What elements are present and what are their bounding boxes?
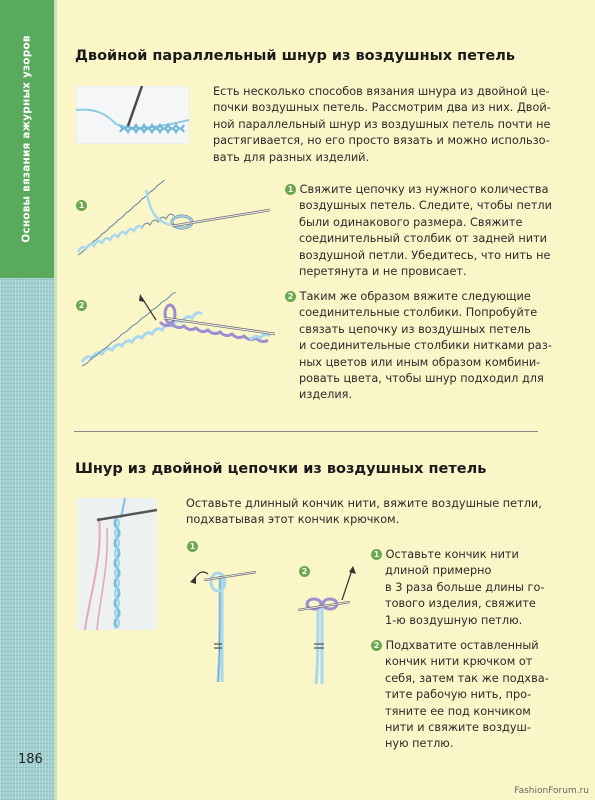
step2-line: ровать цвета, чтобы шнур подходил для — [299, 372, 544, 386]
step2-line: соединительные столбики. Попробуйте — [299, 306, 538, 320]
step2-line: Таким же образом вяжите следующие — [299, 290, 531, 303]
step4-line: тите рабочую нить, про- — [385, 688, 532, 702]
intro1-line: вать для разных изделий. — [213, 150, 370, 164]
step2-line: ных цветов или иным образом комбини- — [299, 355, 541, 369]
step3-line: тового изделия, свяжите — [385, 597, 536, 611]
section2-step1 — [371, 547, 544, 629]
intro2-line: Оставьте длинный кончик нити, вяжите воздушные петли, — [186, 497, 542, 510]
step1-line: были одинакового размера. Свяжите — [299, 215, 523, 229]
intro1-line: растягивается, но его просто вязать и можно использо- — [213, 134, 550, 148]
step-marker: 1 — [371, 549, 382, 560]
step-marker: 2 — [371, 640, 382, 651]
diagram-step1 — [70, 180, 275, 260]
intro1-line: почки воздушных петель. Рассмотрим два из них. Двой- — [213, 101, 551, 115]
intro1-line: ной параллельный шнур из воздушных петель почти не — [213, 117, 551, 131]
diagram2-marker: 2 — [76, 300, 87, 311]
sidebar-label-container — [0, 0, 54, 278]
step2-line: и соединительные столбики нитками раз- — [299, 339, 552, 353]
intro1-line: Есть несколько способов вязания шнура из двойной це- — [213, 85, 550, 98]
step1-line: воздушной петли. Убедитесь, что нить не — [299, 248, 551, 262]
sidebar-edge — [54, 0, 57, 800]
step4-line: нити и свяжите воздуш- — [385, 721, 531, 735]
step4-line: ную петлю. — [385, 737, 454, 751]
diagram3-marker: 1 — [187, 541, 198, 552]
diagram1-marker: 1 — [76, 200, 87, 211]
step3-line: 1-ю воздушную петлю. — [385, 613, 523, 627]
step4-line: тяните ее под кончиком — [385, 704, 531, 718]
step1-line: Свяжите цепочку из нужного количества — [299, 183, 549, 196]
diagram-step2 — [70, 292, 280, 376]
step4-line: себя, затем так же подхва- — [385, 671, 549, 685]
intro2-line: подхватывая этот кончик крючком. — [186, 513, 400, 527]
diagram-first-loop — [180, 556, 260, 686]
step4-line: Подхватите оставленный — [385, 639, 539, 652]
section1-step2 — [285, 289, 552, 404]
sidebar-label: Основы вязания ажурных узоров — [21, 35, 33, 243]
step3-line: Оставьте кончик нити — [385, 548, 519, 561]
step3-line: длиной примерно — [385, 564, 492, 578]
step1-line: соединительный столбик от задней нити — [299, 232, 547, 246]
section2-title: Шнур из двойной цепочки из воздушных петель — [75, 461, 487, 477]
diagram-second-loop — [290, 556, 370, 686]
section2-intro — [186, 496, 542, 529]
step1-line: воздушных петель. Следите, чтобы петли — [299, 199, 552, 213]
section2-step2 — [371, 638, 549, 753]
photo-chain-with-tail — [77, 498, 157, 630]
section-divider — [74, 431, 538, 432]
step3-line: в 3 раза больше длины го- — [385, 580, 545, 594]
section1-title: Двойной параллельный шнур из воздушных петель — [75, 48, 516, 64]
section1-intro — [213, 84, 551, 166]
step1-line: перетянута и не провисает. — [299, 265, 467, 279]
diagram4-marker: 2 — [299, 566, 310, 577]
sidebar-texture — [0, 278, 54, 800]
step2-line: изделия. — [299, 388, 353, 402]
step2-line: связать цепочку из воздушных петель — [299, 322, 531, 336]
section1-step1 — [285, 182, 552, 280]
watermark: FashionForum.ru — [514, 786, 589, 796]
step4-line: кончик нити крючком от — [385, 655, 533, 669]
photo-double-chain — [76, 86, 189, 144]
page-number: 186 — [18, 752, 43, 767]
step-marker: 1 — [285, 184, 296, 195]
step-marker: 2 — [285, 291, 296, 302]
